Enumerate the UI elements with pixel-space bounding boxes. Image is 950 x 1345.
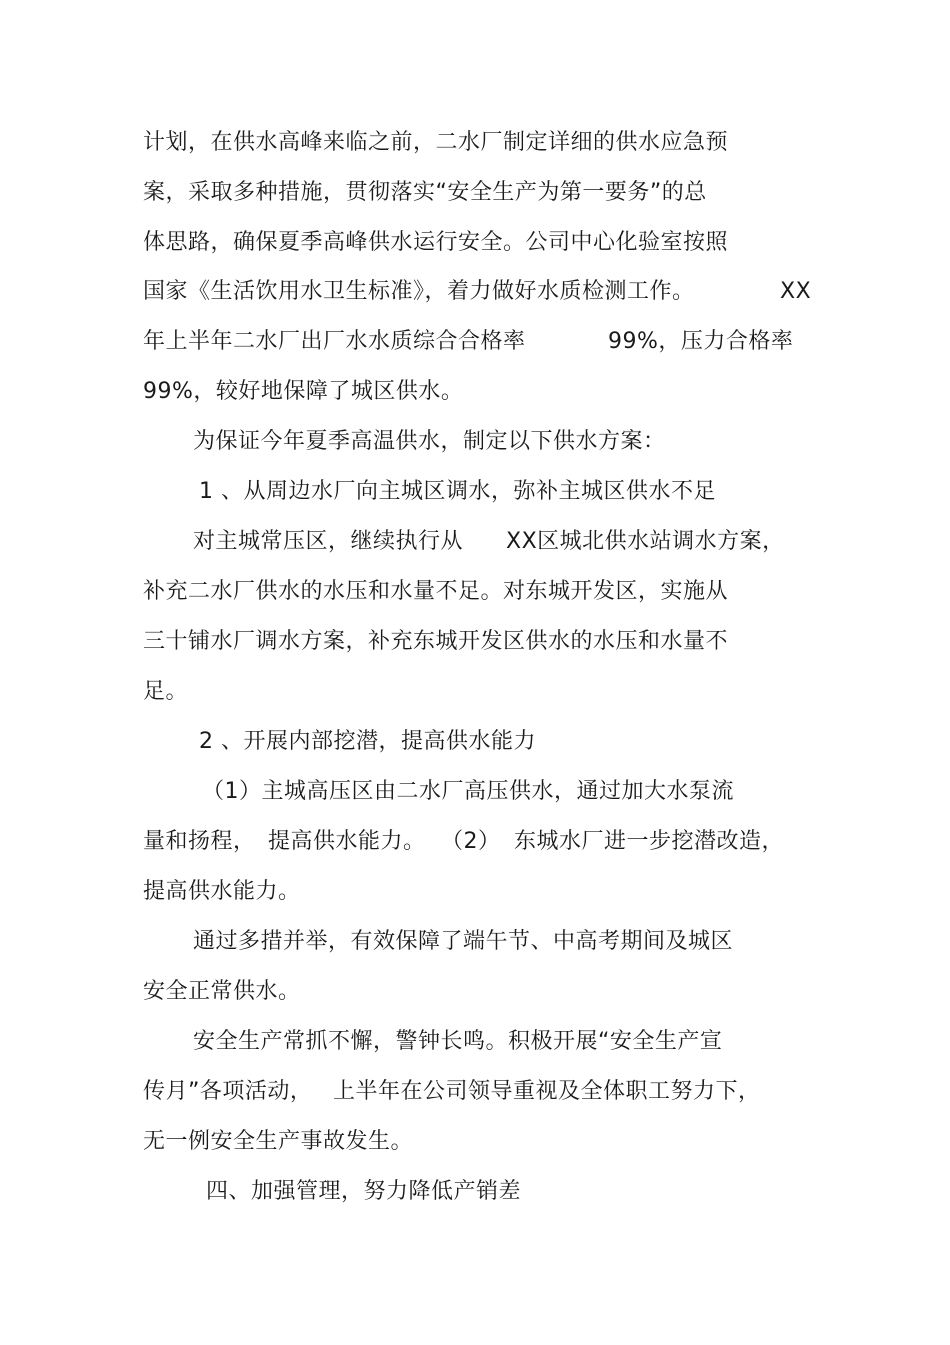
text-line: 1 、从周边水厂向主城区调水，弥补主城区供水不足 bbox=[199, 479, 716, 504]
text-line: 安全生产常抓不懈，警钟长鸣。积极开展“安全生产宣 bbox=[193, 1029, 723, 1054]
text-line: 通过多措并举，有效保障了端午节、中高考期间及城区 bbox=[193, 929, 734, 954]
text-line: 东城水厂进一步挖潜改造， bbox=[514, 829, 785, 854]
text-line: 为保证今年夏季高温供水，制定以下供水方案： bbox=[193, 429, 666, 454]
text-line: 安全正常供水。 bbox=[143, 979, 301, 1004]
text-line: XX区城北供水站调水方案， bbox=[506, 529, 785, 554]
text-line: 99%，压力合格率 bbox=[608, 329, 794, 354]
text-line: XX bbox=[780, 279, 812, 304]
text-line: 上半年在公司领导重视及全体职工努力下， bbox=[333, 1079, 761, 1104]
text-line: 量和扬程， bbox=[143, 829, 256, 854]
section-heading: 四、加强管理，努力降低产销差 bbox=[206, 1179, 522, 1204]
text-line: 三十铺水厂调水方案，补充东城开发区供水的水压和水量不 bbox=[143, 629, 729, 654]
text-line: 传月”各项活动， bbox=[143, 1079, 313, 1104]
text-line: （1）主城高压区由二水厂高压供水，通过加大水泵流 bbox=[202, 779, 734, 804]
text-line: 无一例安全生产事故发生。 bbox=[143, 1129, 414, 1154]
text-line: 计划，在供水高峰来临之前，二水厂制定详细的供水应急预 bbox=[143, 130, 729, 155]
text-line: 案，采取多种措施，贯彻落实“安全生产为第一要务”的总 bbox=[143, 180, 707, 205]
text-line: 99%，较好地保障了城区供水。 bbox=[143, 379, 464, 404]
text-line: 提高供水能力。 bbox=[143, 879, 301, 904]
text-line: 对主城常压区，继续执行从 bbox=[193, 529, 464, 554]
text-line: 补充二水厂供水的水压和水量不足。对东城开发区，实施从 bbox=[143, 579, 729, 604]
text-line: 提高供水能力。 bbox=[268, 829, 426, 854]
text-line: 国家《生活饮用水卫生标准》，着力做好水质检测工作。 bbox=[143, 279, 695, 304]
text-line: 2 、开展内部挖潜，提高供水能力 bbox=[199, 729, 536, 754]
text-line: 年上半年二水厂出厂水水质综合合格率 bbox=[143, 329, 526, 354]
text-line: 体思路，确保夏季高峰供水运行安全。公司中心化验室按照 bbox=[143, 230, 729, 255]
text-line: （2） bbox=[441, 829, 501, 854]
text-line: 足。 bbox=[143, 679, 189, 704]
